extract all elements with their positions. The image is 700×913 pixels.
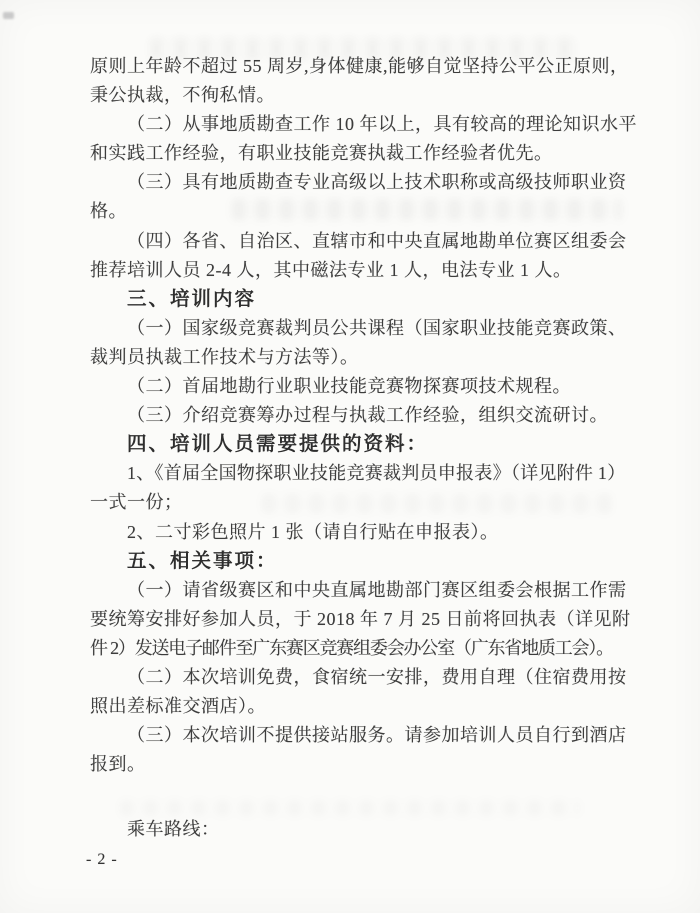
doc-line: （一）国家级竞赛裁判员公共课程（国家职业技能竞赛政策、 [127,317,627,338]
doc-line: （一）请省级赛区和中央直属地勘部门赛区组委会根据工作需 [127,579,627,600]
document-lines [86,52,637,874]
doc-line: 裁判员执裁工作技术与方法等）。 [90,346,359,367]
doc-line: （三）本次培训不提供接站服务。请参加培训人员自行到酒店 [127,725,627,746]
doc-line: （三）具有地质勘查专业高级以上技术职称或高级技师职业资 [127,172,627,193]
doc-line: 和实践工作经验，有职业技能竞赛执裁工作经验者优先。 [90,143,553,164]
doc-line-spacer [90,779,624,815]
doc-line: （四）各省、自治区、直辖市和中央直属地勘单位赛区组委会 [127,230,627,251]
doc-line: 报到。 [90,754,146,775]
doc-line: 照出差标准交酒店）。 [90,696,266,717]
doc-line: 格。 [90,201,127,222]
doc-line: 一式一份； [90,492,183,513]
doc-line: 1、《首届全国物探职业技能竞赛裁判员申报表》（详见附件 1） [127,463,624,484]
doc-heading-line: 四、培训人员需要提供的资料： [127,433,429,456]
doc-line: 2、二寸彩色照片 1 张（请自行贴在申报表）。 [127,521,499,542]
doc-heading-line: 三、培训内容 [127,287,257,310]
scan-smudge [3,12,14,19]
page-number: - 2 - [86,850,118,868]
doc-line: 要统筹安排好参加人员，于 2018 年 7 月 25 日前将回执表（详见附 [90,608,631,629]
doc-line: （二）本次培训免费，食宿统一安排，费用自理（住宿费用按 [127,666,627,687]
doc-line: 秉公执裁，不徇私情。 [90,85,275,106]
doc-line: 原则上年龄不超过 55 周岁,身体健康,能够自觉坚持公平公正原则， [90,56,629,76]
doc-line: 件 2）发送电子邮件至广东赛区竞赛组委会办公室（广东省地质工会）。 [90,637,613,658]
doc-line: （二）从事地质勘查工作 10 年以上，具有较高的理论知识水平 [127,114,637,135]
doc-line: （三）介绍竞赛筹办过程与执裁工作经验，组织交流研讨。 [127,405,608,426]
doc-heading-line: 五、相关事项： [127,549,278,572]
doc-line: 乘车路线： [127,819,220,840]
doc-line: （二）首届地勘行业职业技能竞赛物探赛项技术规程。 [127,376,571,397]
doc-line: 推荐培训人员 2-4 人，其中磁法专业 1 人，电法专业 1 人。 [90,259,572,280]
